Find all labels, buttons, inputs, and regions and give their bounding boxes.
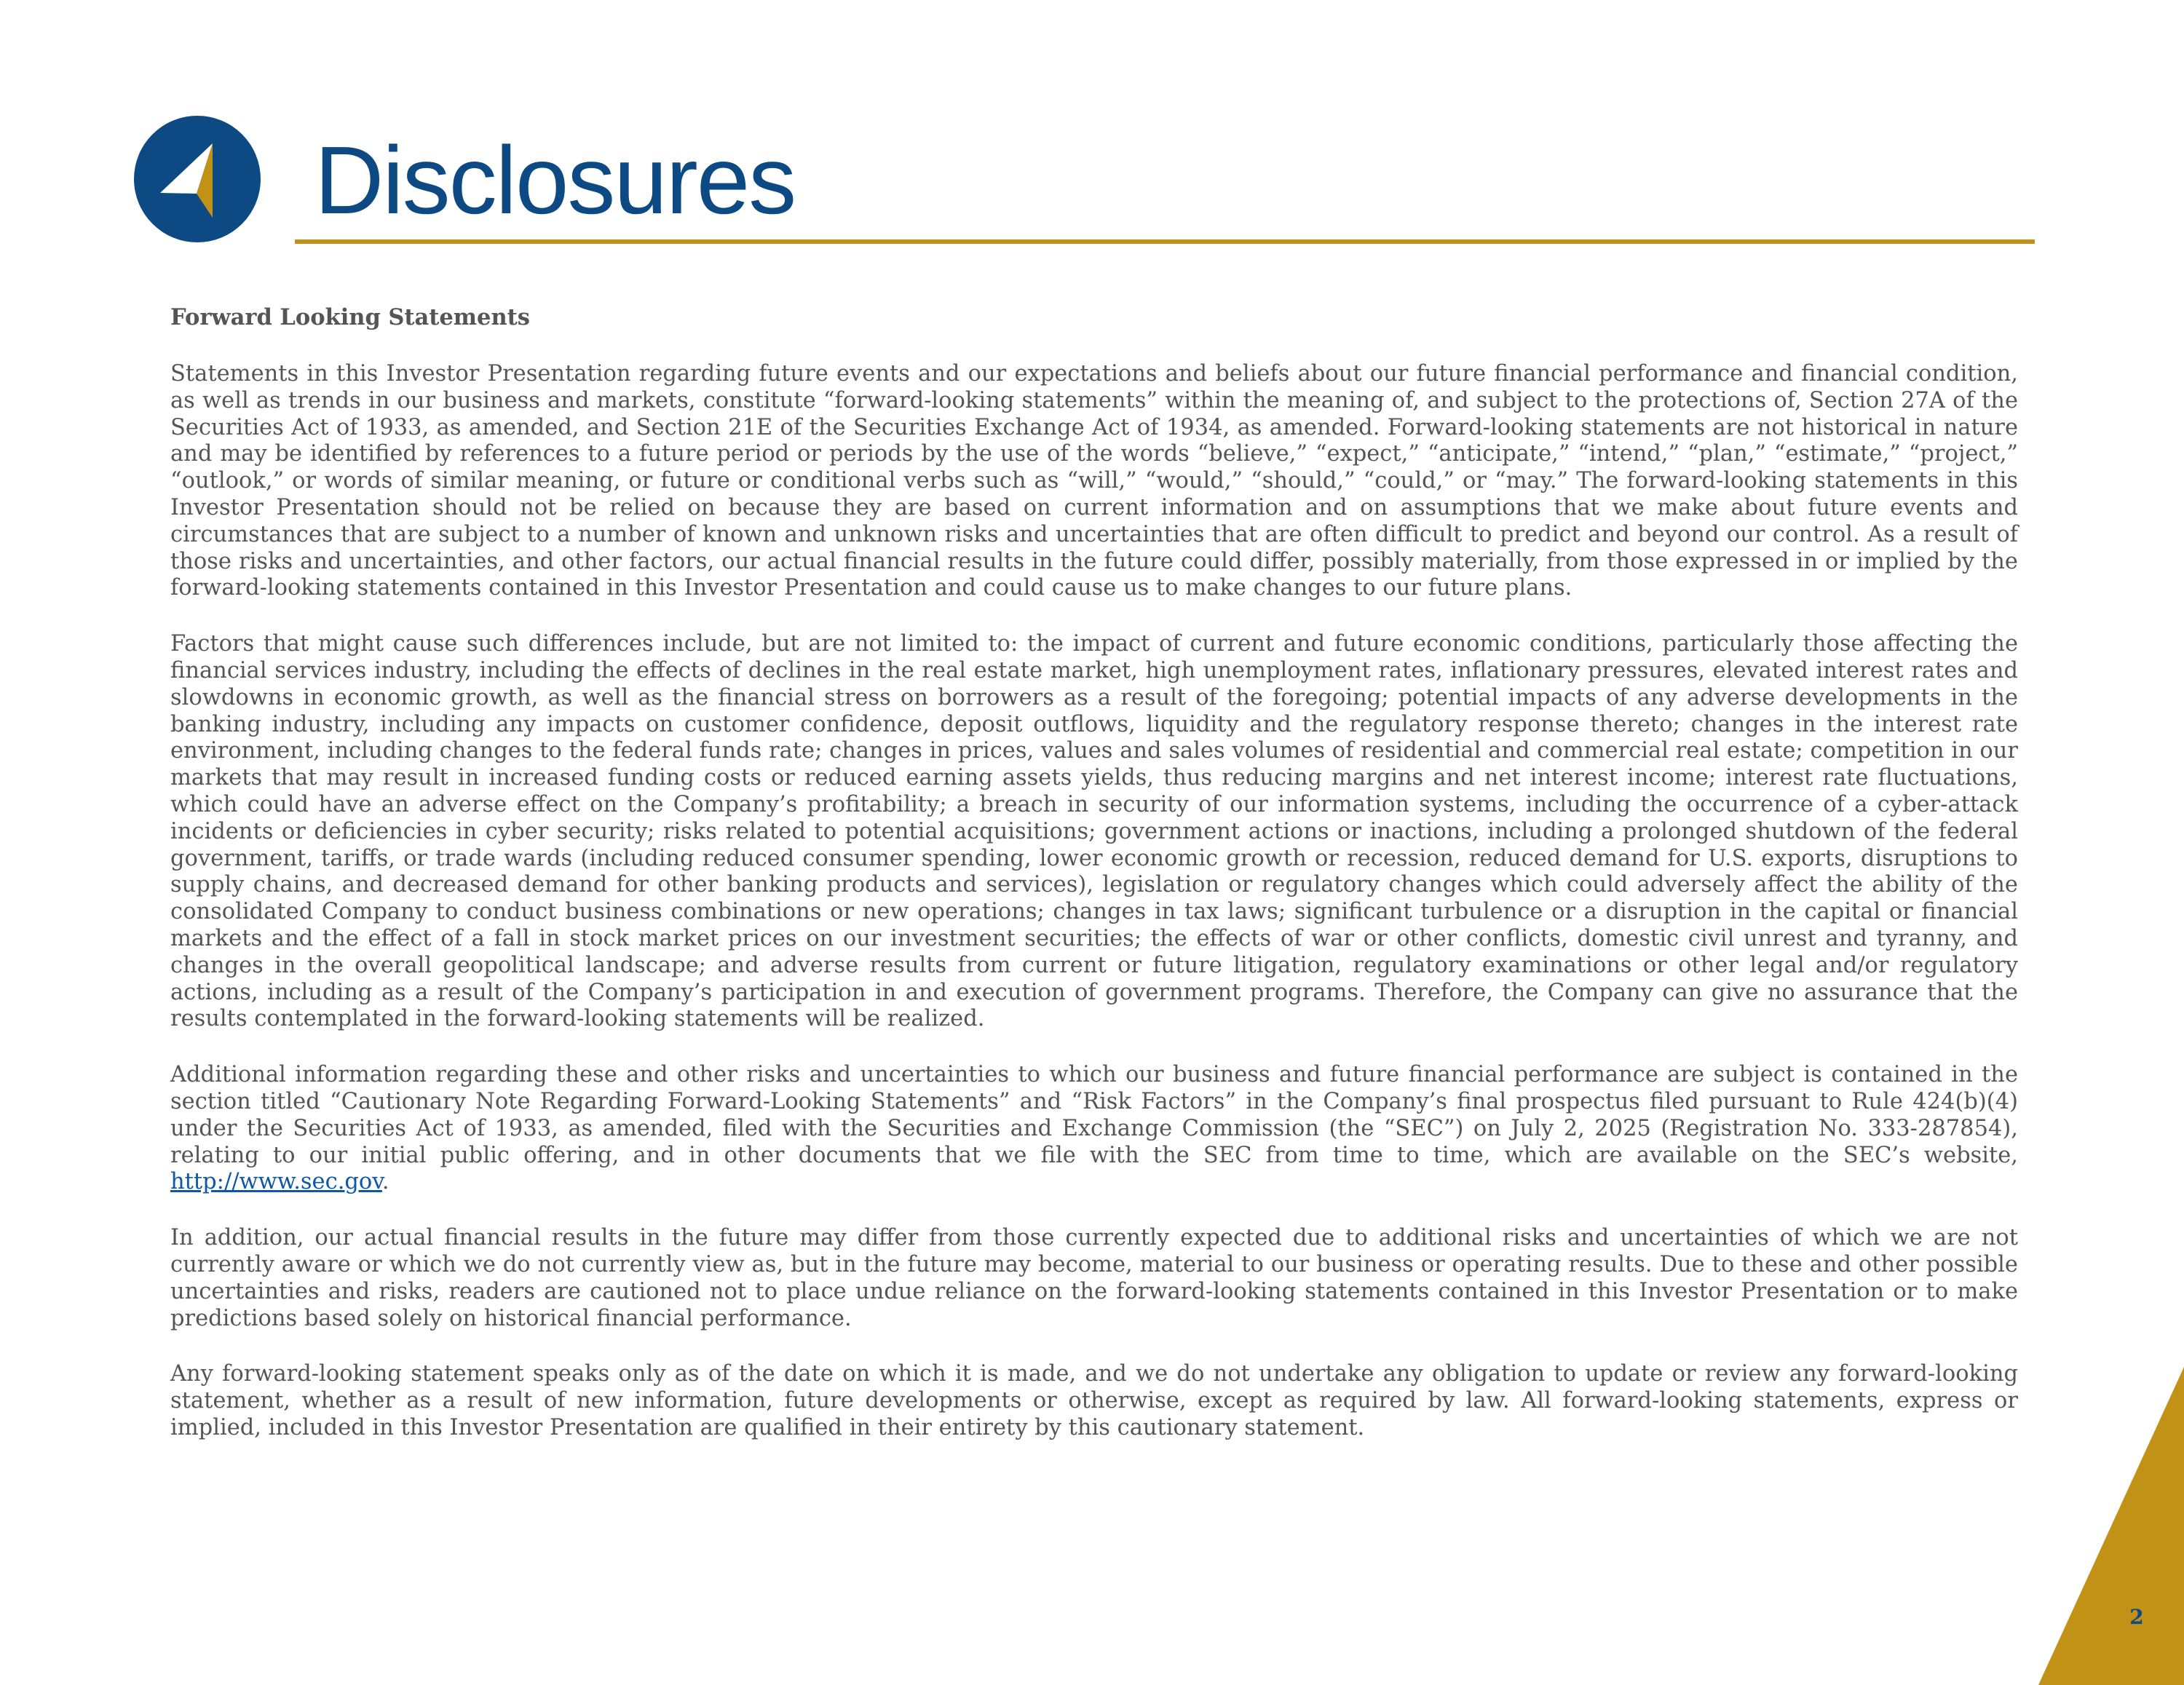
- paragraph-additional-risks: In addition, our actual financial results in the future may differ from those currently expected due to additional risks and uncertainties of which we are not currently aware or which we do not currently view as, but in the future may become, material to our business or operating results. Due to these and other possible uncertainties and risks, readers are cautioned not to place undue reliance on the forward-looking statements contained in this Investor Presentation or to make predictions based solely on historical financial performance.: [170, 1225, 2018, 1331]
- gold-corner-triangle: [2038, 1367, 2184, 1685]
- paragraph-no-obligation: Any forward-looking statement speaks only as of the date on which it is made, and we do not undertake any obligation to update or review any forward-looking statement, whether as a result of new information, future developments or otherwise, except as required by law. All forward-looking statements, express or implied, included in this Investor Presentation are qualified in their entirety by this cautionary statement.: [170, 1361, 2018, 1440]
- sec-paragraph-text: Additional information regarding these and other risks and uncertainties to which our business and future financial performance are subject is contained in the section titled “Cautionary Note Regarding Forward-Looking Statements” and “Risk Factors” in the Company’s final prospectus filed pursuant to Rule 424(b)(4) under the Securities Act of 1933, as amended, filed with the Securities and Exchange Commission (the “SEC”) on July 2, 2025 (Registration No. 333-287854), relating to our initial public offering, and in other documents that we file with the SEC from time to time, which are available on the SEC’s website,: [170, 1062, 2018, 1168]
- section-heading: Forward Looking Statements: [170, 304, 530, 330]
- paragraph-risk-factors: Factors that might cause such differences include, but are not limited to: the impact of current and future economic conditions, particularly those affecting the financial services industry, including the effects of declines in the real estate market, high unemployment rates, inflationary pressures, elevated interest rates and slowdowns in economic growth, as well as the financial stress on borrowers as a result of the foregoing; potential impacts of any adverse developments in the banking industry, including any impacts on customer confidence, deposit outflows, liquidity and the regulatory response thereto; changes in the interest rate environment, including changes to the federal funds rate; changes in prices, values and sales volumes of residential and commercial real estate; competition in our markets that may result in increased funding costs or reduced earning assets yields, thus reducing margins and net interest income; interest rate fluctuations, which could have an adverse effect on the Company’s profitability; a breach in security of our information systems, including the occurrence of a cyber-attack incidents or deficiencies in cyber security; risks related to potential acquisitions; government actions or inactions, including a prolonged shutdown of the federal government, tariffs, or trade wards (including reduced consumer spending, lower economic growth or recession, reduced demand for U.S. exports, disruptions to supply chains, and decreased demand for other banking products and services), legislation or regulatory changes which could adversely affect the ability of the consolidated Company to conduct business combinations or new operations; changes in tax laws; significant turbulence or a disruption in the capital or financial markets and the effect of a fall in stock market prices on our investment securities; the effects of war or other conflicts, domestic civil unrest and tyranny, and changes in the overall geopolitical landscape; and adverse results from current or future litigation, regulatory examinations or other legal and/or regulatory actions, including as a result of the Company’s participation in and execution of government programs. Therefore, the Company can give no assurance that the results contemplated in the forward-looking statements will be realized.: [170, 631, 2018, 1032]
- compass-arrow-logo-icon: [134, 116, 261, 242]
- page-number: 2: [2129, 1605, 2144, 1629]
- paragraph-sec-filings: [170, 1062, 2018, 1196]
- title-underline: [295, 239, 2035, 244]
- sec-paragraph-suffix: .: [381, 1169, 389, 1195]
- paragraph-forward-looking: Statements in this Investor Presentation regarding future events and our expectations and beliefs about our future financial performance and financial condition, as well as trends in our business and markets, constitute “forward-looking statements” within the meaning of, and subject to the protections of, Section 27A of the Securities Act of 1933, as amended, and Section 21E of the Securities Exchange Act of 1934, as amended. Forward-looking statements are not historical in nature and may be identified by references to a future period or periods by the use of the words “believe,” “expect,” “anticipate,” “intend,” “plan,” “estimate,” “project,” “outlook,” or words of similar meaning, or future or conditional verbs such as “will,” “would,” “should,” “could,” or “may.” The forward-looking statements in this Investor Presentation should not be relied on because they are based on current information and on assumptions that we make about future events and circumstances that are subject to a number of known and unknown risks and uncertainties that are often difficult to predict and beyond our control. As a result of those risks and uncertainties, and other factors, our actual financial results in the future could differ, possibly materially, from those expressed in or implied by the forward-looking statements contained in this Investor Presentation and could cause us to make changes to our future plans.: [170, 361, 2018, 601]
- disclosure-body: [170, 303, 2018, 1471]
- sec-website-link[interactable]: http://www.sec.gov: [170, 1169, 382, 1195]
- page-title: Disclosures: [314, 127, 796, 234]
